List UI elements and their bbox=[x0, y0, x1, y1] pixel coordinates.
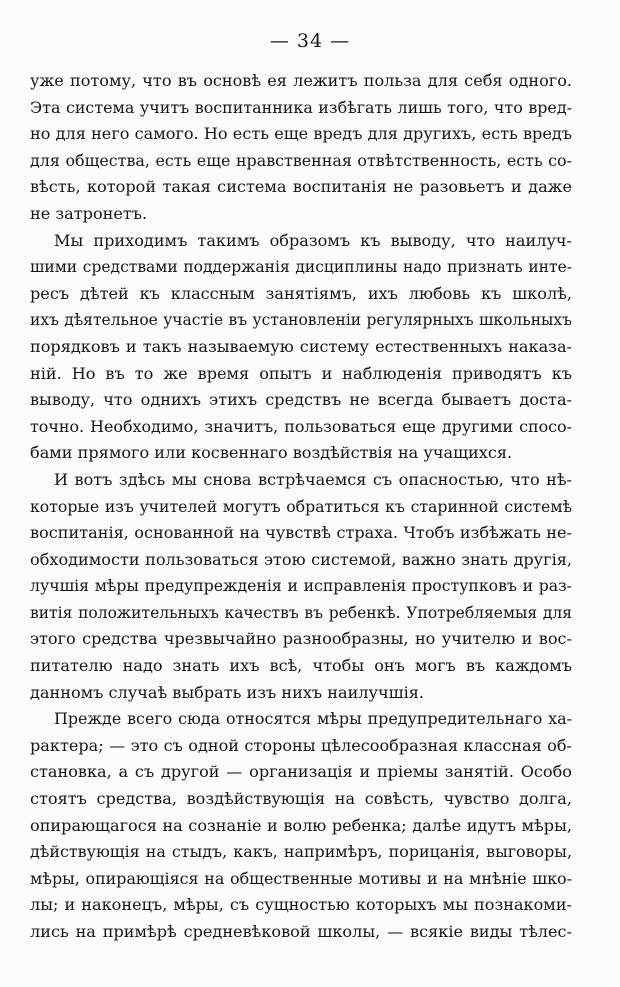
text-line: становка, а съ другой — организація и пріемы занятій. Особо bbox=[30, 762, 572, 782]
text-line: порядковъ и такъ называемую систему естественныхъ наказа- bbox=[30, 336, 572, 356]
text-line: Прежде всего сюда относятся мѣры предупредительнаго ха- bbox=[54, 709, 572, 729]
text-line: мѣры, опирающіяся на общественные мотивы и на мнѣніе шко- bbox=[30, 868, 572, 888]
text-line: лы; и наконецъ, мѣры, съ сущностью которыхъ мы познакоми- bbox=[30, 895, 572, 915]
text-line: стоятъ средства, воздѣйствующія на совѣсть, чувство долга, bbox=[30, 789, 572, 809]
text-line: данномъ случаѣ выбрать изъ нихъ наилучшія. bbox=[30, 682, 425, 702]
text-line: уже потому, что въ основѣ ея лежитъ польза для себя одного. bbox=[30, 71, 572, 90]
text-line: ній. Но въ то же время опытъ и наблюденія приводятъ къ bbox=[30, 363, 572, 383]
text-line: дѣйствующія на стыдъ, какъ, напримѣръ, порицанія, выговоры, bbox=[30, 842, 572, 862]
text-line: обходимости пользоваться этою системой, важно знать другія, bbox=[30, 549, 572, 569]
body-text bbox=[30, 68, 572, 946]
text-line: ресъ дѣтей къ классным занятіямъ, ихъ любовь къ школѣ, bbox=[30, 283, 572, 303]
text-line: для общества, есть еще нравственная отвѣтственность, есть со- bbox=[30, 150, 572, 170]
paragraph-2 bbox=[30, 228, 572, 467]
text-line: ихъ дѣятельное участіе въ установленіи регулярныхъ школьныхъ bbox=[30, 311, 572, 330]
text-line: И вотъ здѣсь мы снова встрѣчаемся съ опасностью, что нѣ- bbox=[54, 469, 572, 489]
text-line: бами прямого или косвеннаго воздѣйствія на учащихся. bbox=[30, 443, 513, 463]
text-line: вѣсть, которой такая система воспитанія не разовьетъ и даже bbox=[30, 177, 572, 197]
text-line: не затронетъ. bbox=[30, 203, 148, 223]
text-line: но для него самого. Но есть еще вредъ для другихъ, есть вредъ bbox=[30, 124, 572, 144]
paragraph-3 bbox=[30, 467, 572, 706]
page-number: — 34 — bbox=[269, 30, 351, 52]
text-line: выводу, что однихъ этихъ средствъ не всегда бываетъ доста- bbox=[30, 390, 572, 410]
text-line: этого средства чрезвычайно разнообразны, но учителю и вос- bbox=[30, 629, 572, 649]
text-line: витія положительныхъ качествъ въ ребенкѣ. Употребляемыя для bbox=[30, 603, 572, 622]
text-line: Эта система учитъ воспитанника избѣгать лишь того, что вред- bbox=[30, 97, 572, 117]
text-line: опирающагося на сознаніе и волю ребенка; далѣе идутъ мѣры, bbox=[30, 815, 572, 835]
text-line: шими средствами поддержанія дисциплины надо признать инте- bbox=[30, 258, 572, 277]
text-line: лись на примѣрѣ средневѣковой школы, — всякіе виды тѣлес- bbox=[30, 922, 572, 941]
paragraph-4 bbox=[30, 706, 572, 945]
text-line: Мы приходимъ такимъ образомъ къ выводу, что наилуч- bbox=[54, 230, 572, 250]
text-line: воспитанія, основанной на чувствѣ страха. Чтобъ избѣжать не- bbox=[30, 523, 572, 543]
text-line: которые изъ учителей могутъ обратиться къ старинной системѣ bbox=[30, 496, 572, 516]
text-line: точно. Необходимо, значитъ, пользоваться еще другими спосо- bbox=[30, 416, 572, 436]
text-line: рактера; — это съ одной стороны цѣлесообразная классная об- bbox=[30, 735, 572, 755]
text-line: лучшія мѣры предупрежденія и исправленія проступковъ и раз- bbox=[30, 576, 572, 596]
text-line: питателю надо знать ихъ всѣ, чтобы онъ могъ въ каждомъ bbox=[30, 656, 572, 676]
paragraph-1 bbox=[30, 68, 572, 228]
